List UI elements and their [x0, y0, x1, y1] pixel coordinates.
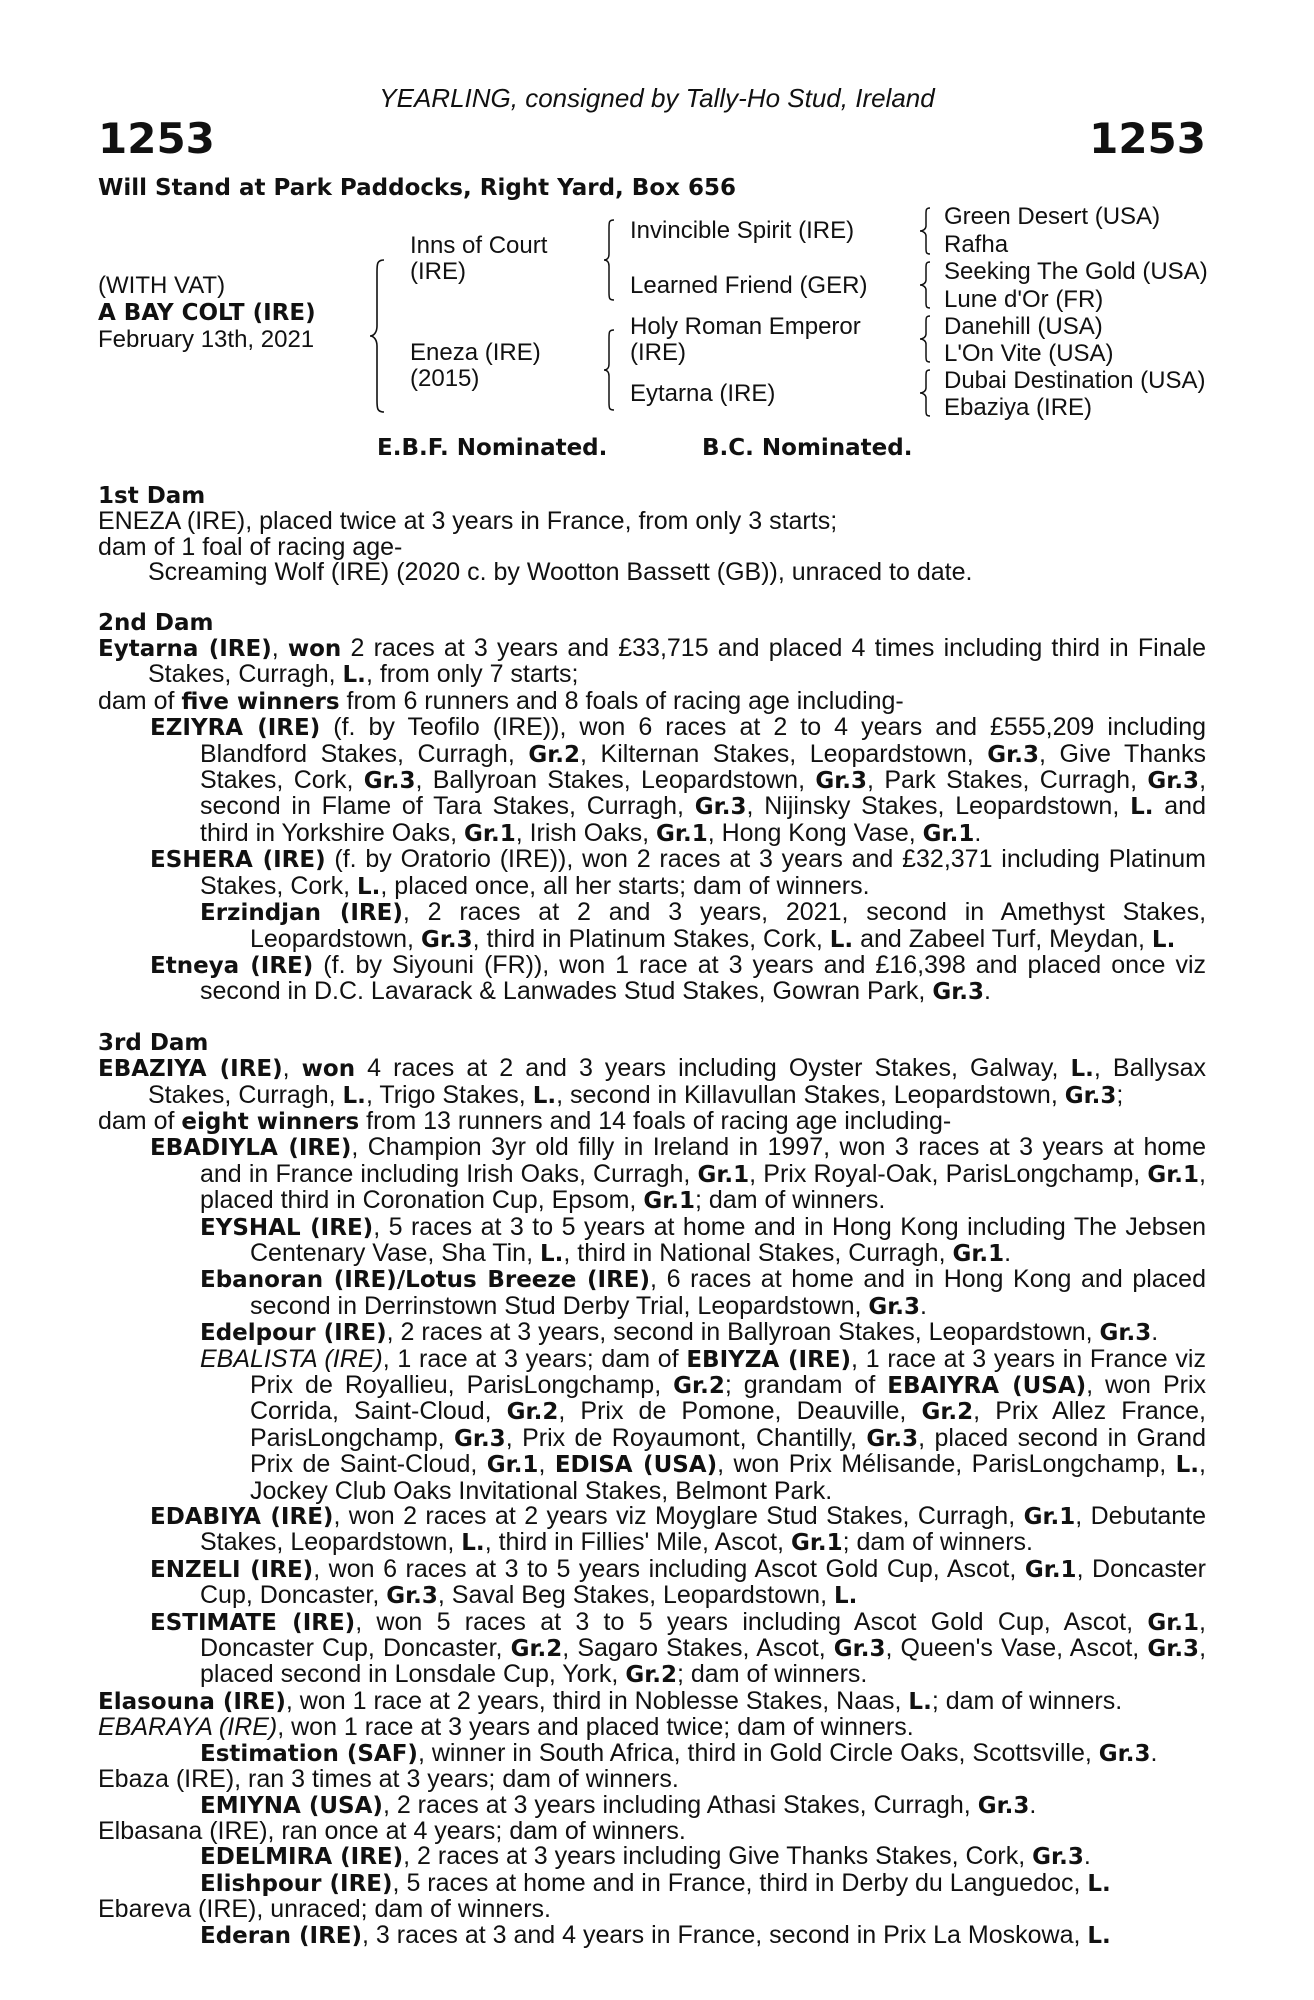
- produce-ebareva: Ebareva (IRE), unraced; dam of winners.: [98, 1895, 551, 1924]
- produce-edelmira: EDELMIRA (IRE), 2 races at 3 years including Give Thanks Stakes, Cork, Gr.3.: [200, 1842, 1091, 1871]
- produce-edelpour: Edelpour (IRE), 2 races at 3 years, second in Ballyroan Stakes, Leopardstown, Gr.3.: [200, 1318, 1159, 1347]
- produce-ebaza: Ebaza (IRE), ran 3 times at 3 years; dam of winners.: [98, 1765, 679, 1794]
- brace-sd: [918, 260, 932, 310]
- dam-line-2: (2015): [410, 365, 480, 392]
- ped-ddd: Ebaziya (IRE): [944, 394, 1093, 421]
- ped-sdd: Lune d'Or (FR): [944, 286, 1104, 313]
- dam-line-1: Eneza (IRE): [410, 339, 541, 366]
- produce-elishpour: Elishpour (IRE), 5 races at home and in France, third in Derby du Languedoc, L.: [200, 1868, 1111, 1897]
- sale-subtitle: YEARLING, consigned by Tally-Ho Stud, Ireland: [379, 83, 935, 113]
- produce-emiyna: EMIYNA (USA), 2 races at 3 years including Athasi Stakes, Curragh, Gr.3.: [200, 1790, 1037, 1819]
- stand-location: Will Stand at Park Paddocks, Right Yard, Box 656: [98, 175, 736, 201]
- ped-dss: Danehill (USA): [944, 313, 1103, 340]
- produce-estimation: Estimation (SAF), winner in South Africa, third in Gold Circle Oaks, Scottsville, Gr.3.: [200, 1738, 1158, 1767]
- produce-eyshal: EYSHAL (IRE), 5 races at 3 to 5 years at home and in Hong Kong including The Jebsen Centenary Vase, Sha Tin, L., third in National Stakes, Curragh, Gr.1.: [200, 1212, 1207, 1267]
- second-dam-text: Eytarna (IRE), won 2 races at 3 years and £33,715 and placed 4 times including third in Finale Stakes, Curragh, L., from only 7 starts;: [98, 634, 1206, 689]
- third-dam-text: EBAZIYA (IRE), won 4 races at 2 and 3 years including Oyster Stakes, Galway, L., Ballysax Stakes, Curragh, L., Trigo Stakes, L., second in Killavullan Stakes, Leopardstown, Gr.3;: [98, 1054, 1206, 1109]
- first-dam-heading: 1st Dam: [98, 483, 206, 509]
- ped-dds: Dubai Destination (USA): [944, 367, 1206, 394]
- sire-line-2: (IRE): [410, 258, 466, 285]
- second-dam-summary: dam of five winners from 6 runners and 8 foals of racing age including-: [98, 686, 904, 715]
- produce-ederan: Ederan (IRE), 3 races at 3 and 4 years in France, second in Prix La Moskowa, L.: [200, 1920, 1111, 1949]
- first-dam-produce: Screaming Wolf (IRE) (2020 c. by Wootton Bassett (GB)), unraced to date.: [148, 558, 973, 587]
- produce-ebaraya: EBARAYA (IRE), won 1 race at 3 years and placed twice; dam of winners.: [98, 1713, 914, 1742]
- pedigree-brace-sire: [602, 218, 616, 302]
- sire-sire: Invincible Spirit (IRE): [630, 217, 855, 244]
- produce-eziyra: EZIYRA (IRE) (f. by Teofilo (IRE)), won 6 races at 2 to 4 years and £555,209 including Blandford Stakes, Curragh, Gr.2, Kilternan Stakes, Leopardstown, Gr.3, Give Thanks Stakes, Cork, Gr.3, Ballyroan Stakes, Leopardstown, Gr.3, Park Stakes, Curragh, Gr.3, second in Flame of Tara Stakes, Curragh, Gr.3, Nijinsky Stakes, Leopardstown, L. and third in Yorkshire Oaks, Gr.1, Irish Oaks, Gr.1, Hong Kong Vase, Gr.1.: [150, 713, 1207, 847]
- lot-number-left: 1253: [98, 114, 215, 163]
- ped-sss: Green Desert (USA): [944, 203, 1161, 230]
- ebf-nominated: E.B.F. Nominated.: [377, 435, 608, 461]
- pedigree-brace-dam: [602, 328, 616, 412]
- second-dam-heading: 2nd Dam: [98, 609, 214, 636]
- brace-ss: [918, 206, 932, 256]
- produce-edabiya: EDABIYA (IRE), won 2 races at 2 years viz Moyglare Stud Stakes, Curragh, Gr.1, Debutante Stakes, Leopardstown, L., third in Fillies' Mile, Ascot, Gr.1; dam of winners.: [150, 1502, 1206, 1557]
- produce-elasouna: Elasouna (IRE), won 1 race at 2 years, third in Noblesse Stakes, Naas, L.; dam of winners.: [98, 1686, 1123, 1715]
- produce-enzeli: ENZELI (IRE), won 6 races at 3 to 5 years including Ascot Gold Cup, Ascot, Gr.1, Doncaster Cup, Doncaster, Gr.3, Saval Beg Stakes, Leopardstown, L.: [150, 1554, 1206, 1610]
- sire-dam: Learned Friend (GER): [630, 272, 868, 299]
- ped-ssd: Rafha: [944, 231, 1009, 258]
- produce-ebanoran: Ebanoran (IRE)/Lotus Breeze (IRE), 6 races at home and in Hong Kong and placed second in Derrinstown Stud Derby Trial, Leopardstown, Gr.3.: [200, 1265, 1206, 1320]
- horse-name: A BAY COLT (IRE): [98, 300, 316, 326]
- brace-dd: [918, 368, 932, 418]
- produce-ebadiyla: EBADIYLA (IRE), Champion 3yr old filly in Ireland in 1997, won 3 races at 3 years at home and in France including Irish Oaks, Curragh, Gr.1, Prix Royal-Oak, ParisLongchamp, Gr.1, placed third in Coronation Cup, Epsom, Gr.1; dam of winners.: [150, 1133, 1206, 1215]
- pedigree-brace-main: [368, 258, 388, 414]
- ped-dsd: L'On Vite (USA): [944, 340, 1114, 367]
- vat-note: (WITH VAT): [98, 272, 226, 299]
- produce-erzindjan: Erzindjan (IRE), 2 races at 2 and 3 years, 2021, second in Amethyst Stakes, Leopardstown, Gr.3, third in Platinum Stakes, Cork, L. and Zabeel Turf, Meydan, L.: [200, 898, 1207, 953]
- catalogue-body: [98, 484, 1206, 1949]
- ped-sds: Seeking The Gold (USA): [944, 258, 1208, 285]
- produce-etneya: Etneya (IRE) (f. by Siyouni (FR)), won 1 race at 3 years and £16,398 and placed once viz second in D.C. Lavarack & Lanwades Stud Stakes, Gowran Park, Gr.3.: [150, 950, 1206, 1006]
- third-dam-summary: dam of eight winners from 13 runners and 14 foals of racing age including-: [98, 1106, 952, 1135]
- produce-estimate: ESTIMATE (IRE), won 5 races at 3 to 5 years including Ascot Gold Cup, Ascot, Gr.1, Doncaster Cup, Doncaster, Gr.2, Sagaro Stakes, Ascot, Gr.3, Queen's Vase, Ascot, Gr.3, placed second in Lonsdale Cup, York, Gr.2; dam of winners.: [150, 1607, 1207, 1689]
- dam-sire-line-1: Holy Roman Emperor: [630, 313, 861, 340]
- dam-sire-line-2: (IRE): [630, 339, 686, 366]
- produce-ebalista: EBALISTA (IRE), 1 race at 3 years; dam of EBIYZA (IRE), 1 race at 3 years in France viz Prix de Royallieu, ParisLongchamp, Gr.2; grandam of EBAIYRA (USA), won Prix Corrida, Saint-Cloud, Gr.2, Prix de Pomone, Deauville, Gr.2, Prix Allez France, ParisLongchamp, Gr.3, Prix de Royaumont, Chantilly, Gr.3, placed second in Grand Prix de Saint-Cloud, Gr.1, EDISA (USA), won Prix Mélisande, ParisLongchamp, L., Jockey Club Oaks Invitational Stakes, Belmont Park.: [200, 1344, 1207, 1505]
- first-dam-text: ENEZA (IRE), placed twice at 3 years in France, from only 3 starts; dam of 1 foal of racing age-: [98, 507, 838, 561]
- brace-ds: [918, 314, 932, 364]
- sire-line-1: Inns of Court: [410, 232, 548, 259]
- produce-elbasana: Elbasana (IRE), ran once at 4 years; dam of winners.: [98, 1816, 686, 1845]
- bc-nominated: B.C. Nominated.: [702, 435, 913, 461]
- foaling-date: February 13th, 2021: [98, 326, 315, 353]
- dam-dam: Eytarna (IRE): [630, 380, 776, 407]
- produce-eshera: ESHERA (IRE) (f. by Oratorio (IRE)), won 2 races at 3 years and £32,371 including Platinum Stakes, Cork, L., placed once, all her starts; dam of winners.: [150, 845, 1206, 900]
- third-dam-heading: 3rd Dam: [98, 1029, 209, 1056]
- lot-number-right: 1253: [1089, 114, 1206, 163]
